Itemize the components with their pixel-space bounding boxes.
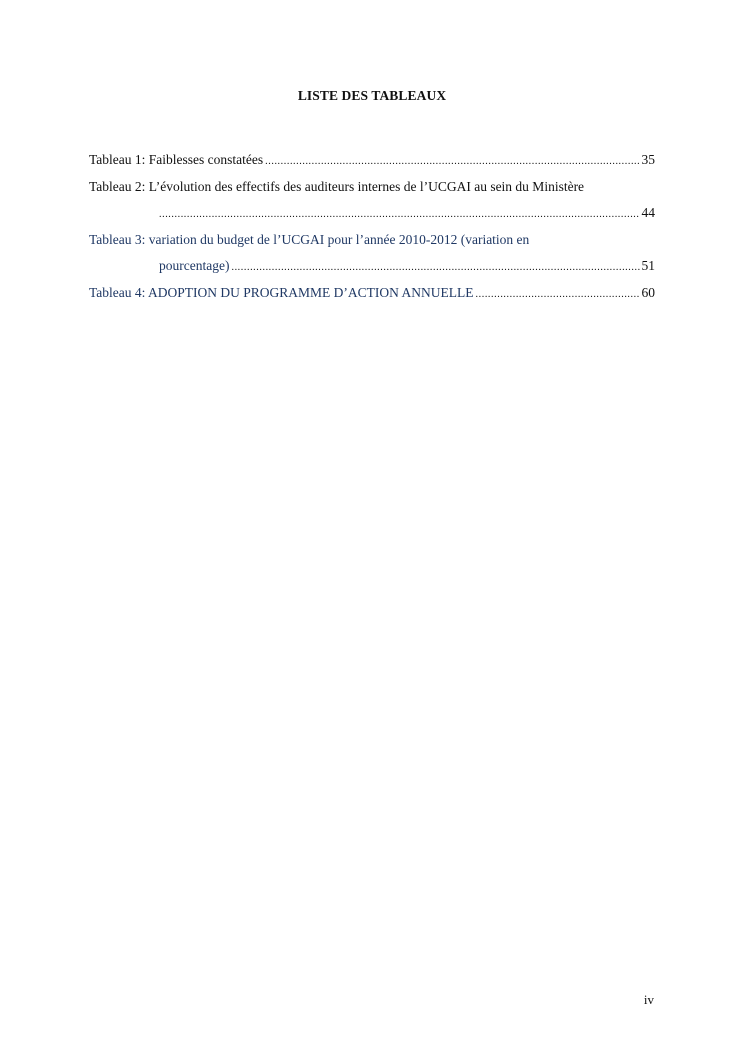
table-entry-2-line-2[interactable] [89,204,655,231]
dot-leader [265,153,639,171]
page-title: LISTE DES TABLEAUX [297,88,447,103]
dot-leader [476,286,640,304]
table-entry-page: 51 [641,258,655,273]
dot-leader [159,206,640,224]
table-entry-1[interactable] [89,151,655,178]
table-entry-3-line-1[interactable] [89,231,655,258]
table-list [89,151,655,310]
dot-leader [231,259,639,277]
table-entry-label: Tableau 4: ADOPTION DU PROGRAMME D’ACTION ANNUELLE [89,284,474,300]
table-entry-3-line-2[interactable] [89,257,655,284]
table-entry-2-line-1[interactable] [89,178,655,205]
page-number: iv [643,992,654,1007]
table-entry-page: 44 [641,205,655,220]
table-entry-label: Tableau 3: variation du budget de l’UCGAI pour l’année 2010-2012 (variation en [89,231,530,247]
table-entry-label: Tableau 1: Faiblesses constatées [89,152,264,167]
table-entry-page: 60 [641,284,655,300]
table-entry-page: 35 [641,152,655,167]
table-entry-4[interactable] [89,284,655,311]
table-entry-label: Tableau 2: L’évolution des effectifs des auditeurs internes de l’UCGAI au sein du Ministère [89,178,585,194]
table-entry-label-continued: pourcentage) [159,258,230,273]
